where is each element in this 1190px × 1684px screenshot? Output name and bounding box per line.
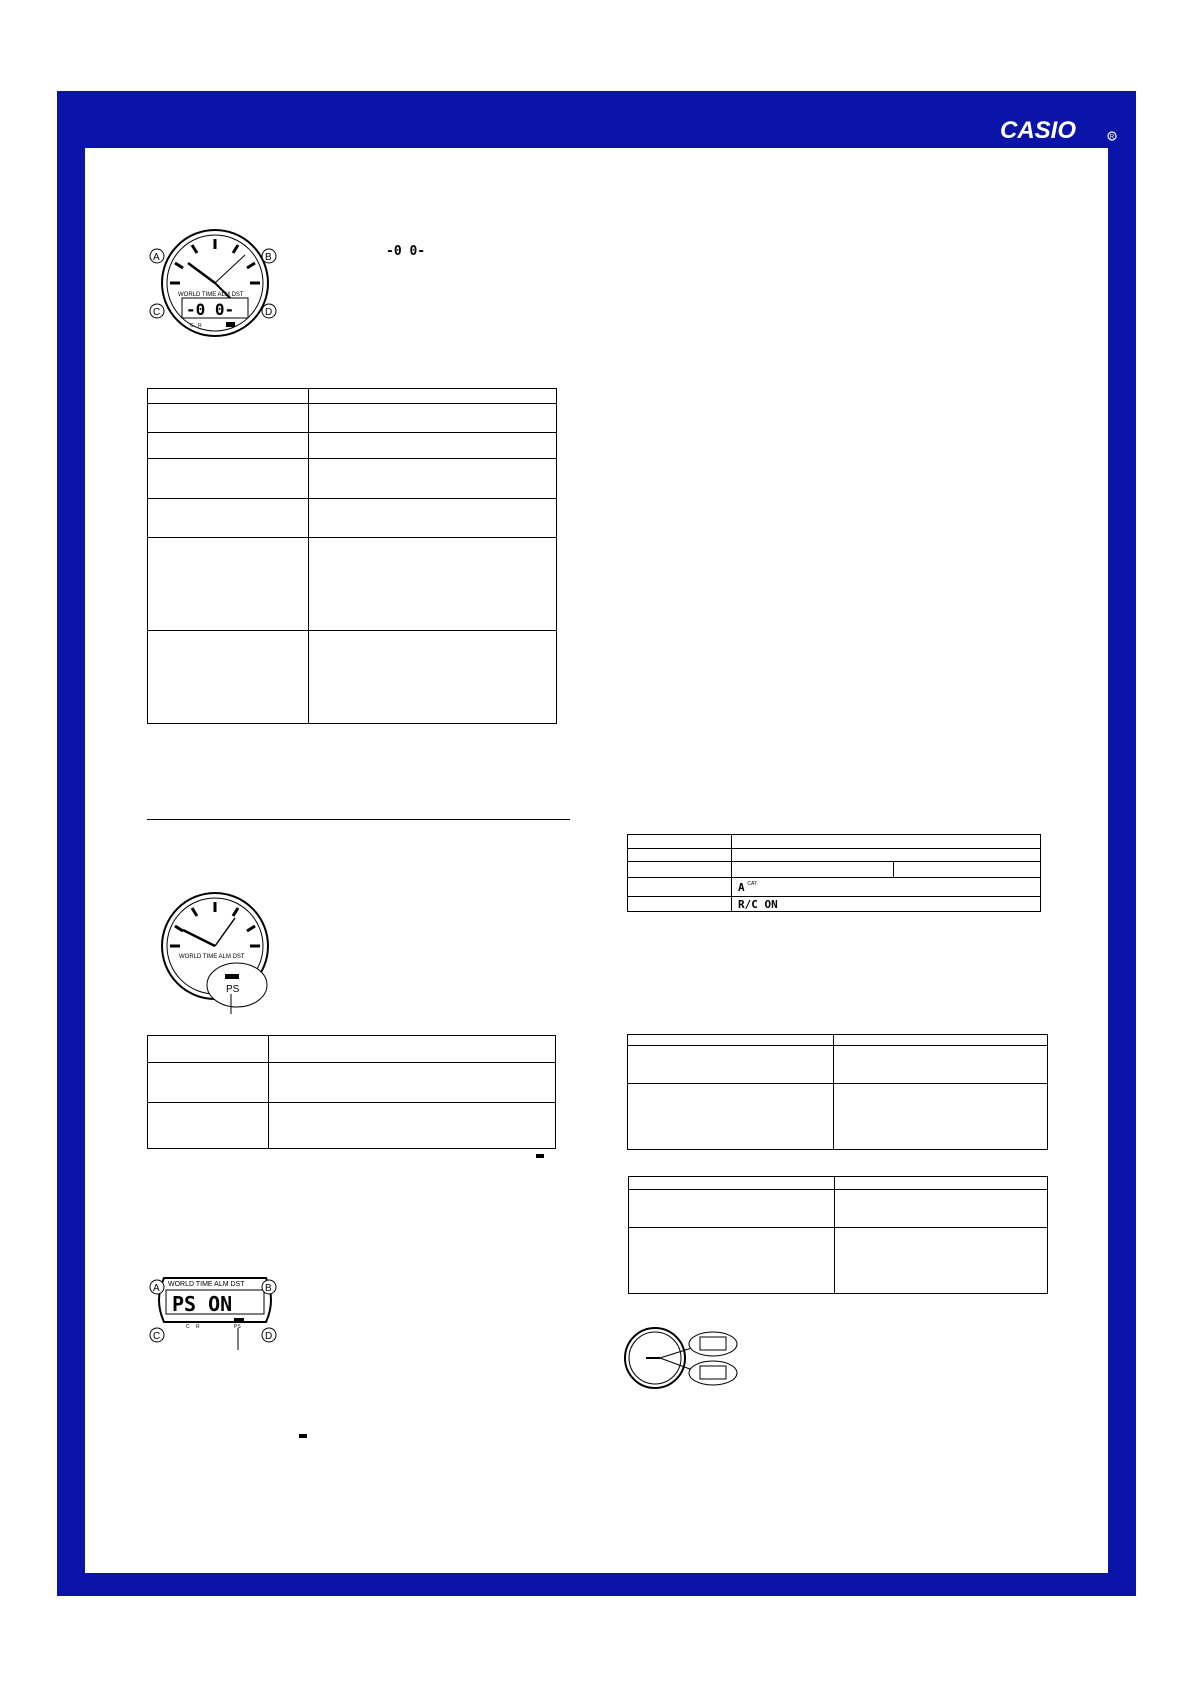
button-a-label <box>148 247 166 265</box>
svg-text:C: C <box>153 307 161 318</box>
button-c-label <box>148 302 166 320</box>
svg-text:WORLD TIME ALM DST: WORLD TIME ALM DST <box>178 292 244 298</box>
lcd-button-c-label <box>148 1326 166 1344</box>
svg-text:CASIO: CASIO <box>1000 117 1077 144</box>
watch-face-illustration-1 <box>150 225 280 340</box>
svg-text:WORLD TIME ALM DST: WORLD TIME ALM DST <box>179 954 245 960</box>
left-table-1 <box>147 388 557 724</box>
svg-text:A: A <box>153 1283 160 1294</box>
rc-on-text: R/C ON <box>738 897 778 911</box>
right-table-1 <box>627 834 1041 912</box>
svg-text:D: D <box>265 307 273 318</box>
svg-text:WORLD TIME ALM DST: WORLD TIME ALM DST <box>168 1281 245 1288</box>
svg-text:R: R <box>1109 134 1115 141</box>
svg-text:C: C <box>190 323 194 329</box>
svg-text:A: A <box>153 252 160 263</box>
lcd-button-a-label <box>148 1278 166 1296</box>
svg-text:B: B <box>265 1283 272 1294</box>
watch-callout-illustration <box>620 1326 745 1391</box>
svg-text:R: R <box>198 323 202 329</box>
alarm-indicator-glyph: A <box>738 880 745 894</box>
left-table-2 <box>147 1035 556 1149</box>
svg-text:-0 0-: -0 0- <box>186 300 235 319</box>
watch-face-illustration-2 <box>155 890 285 1015</box>
alarm-indicator-label: CAT <box>747 880 758 887</box>
section-divider <box>147 819 570 820</box>
button-b-label <box>260 247 278 265</box>
button-d-label <box>260 302 278 320</box>
svg-text:PS: PS <box>226 984 240 995</box>
svg-text:B: B <box>265 252 272 263</box>
casio-logo <box>1000 114 1120 144</box>
inline-dash-mark-1 <box>536 1154 544 1158</box>
svg-text:C: C <box>153 1331 161 1342</box>
lcd-button-d-label <box>260 1326 278 1344</box>
inline-dash-mark-2 <box>299 1434 307 1438</box>
right-table-2 <box>627 1034 1048 1150</box>
lcd-button-b-label <box>260 1278 278 1296</box>
right-table-3 <box>628 1176 1048 1294</box>
svg-text:D: D <box>265 1331 273 1342</box>
svg-text:PS: PS <box>234 1324 241 1330</box>
svg-text:R: R <box>196 1324 200 1330</box>
svg-text:PS ON: PS ON <box>172 1292 233 1316</box>
svg-text:C: C <box>186 1324 190 1330</box>
inline-display-text: -0 0- <box>386 244 426 259</box>
